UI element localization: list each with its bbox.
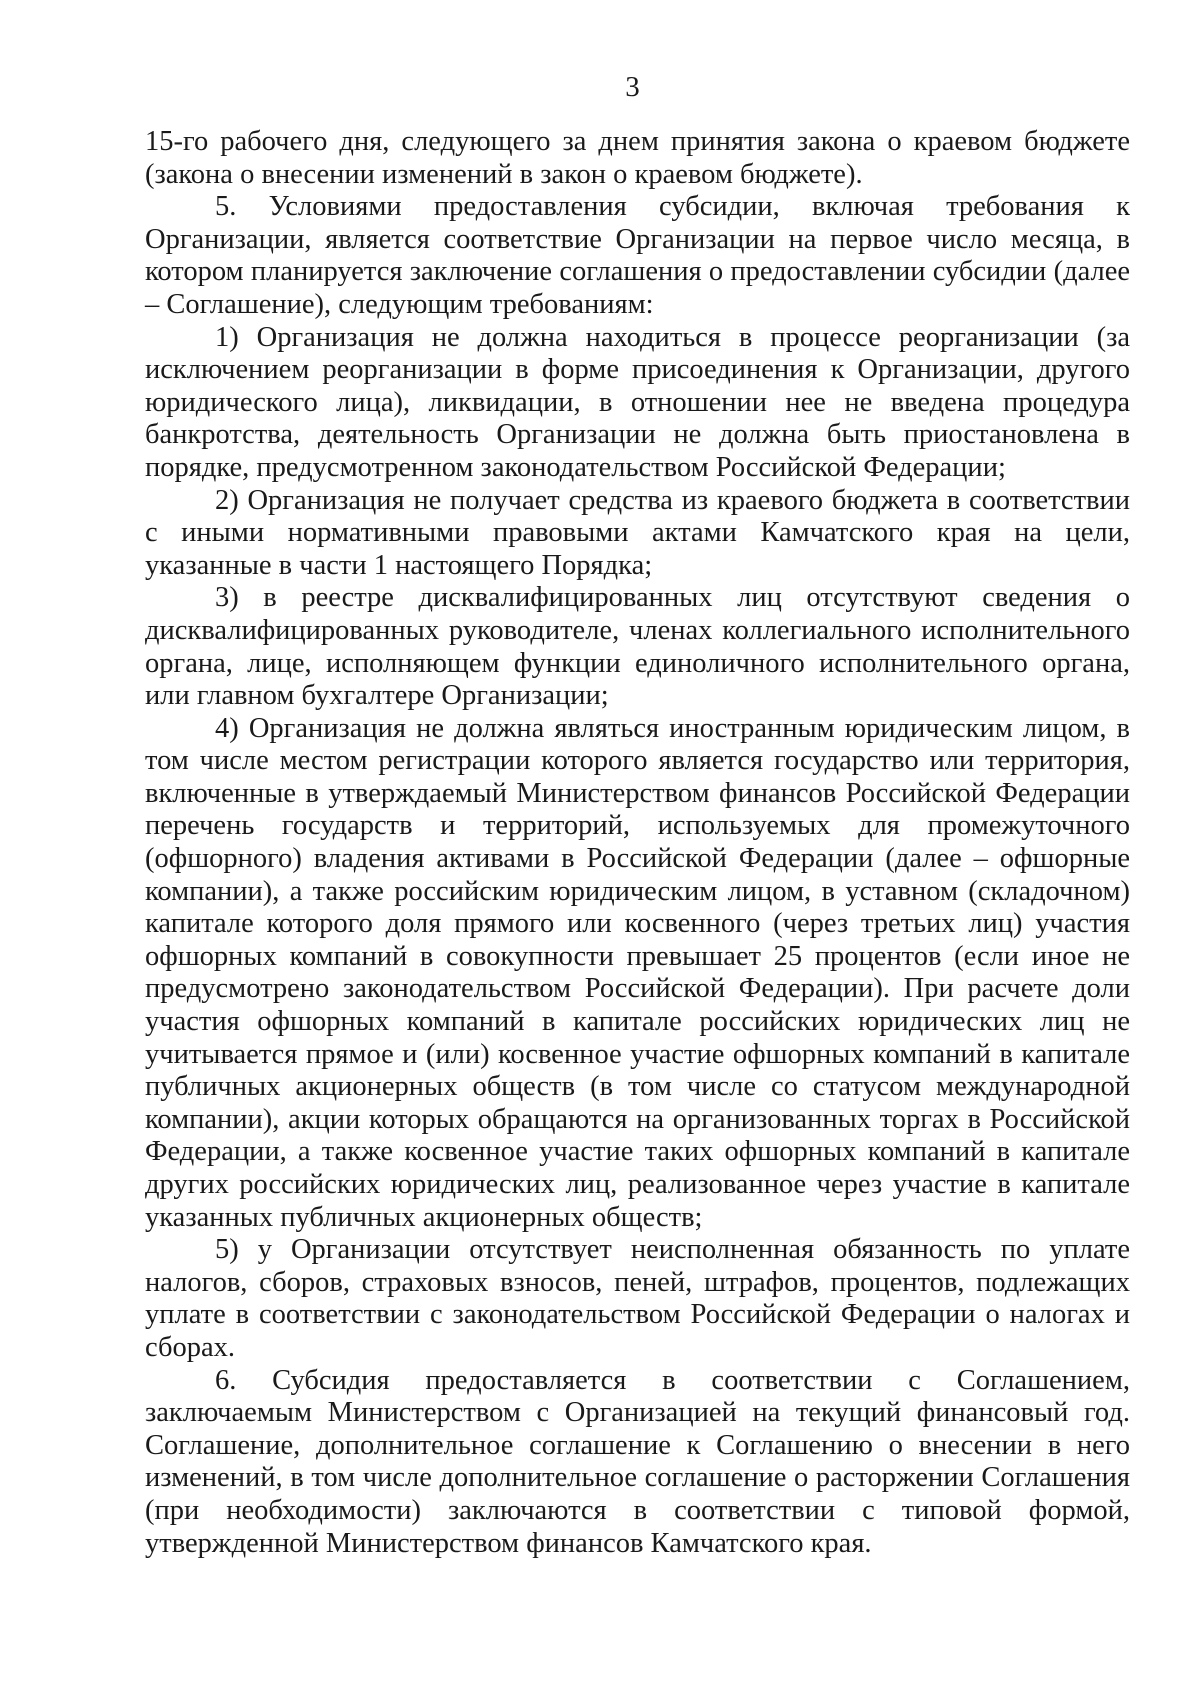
paragraph-clause-6: 6. Субсидия предоставляется в соответствии с Соглашением, заключаемым Министерством с Организацией на текущий финансовый год. Соглашение, дополнительное соглашение к Соглашению о внесении в него изменений, в том числе дополнительное соглашение о расторжении Соглашения (при необходимости) заключаются в соответствии с типовой формой, утвержденной Министерством финансов Камчатского края. [145,1364,1130,1559]
paragraph-item-5: 5) у Организации отсутствует неисполненная обязанность по уплате налогов, сборов, страховых взносов, пеней, штрафов, процентов, подлежащих уплате в соответствии с законодательством Российской Федерации о налогах и сборах. [145,1234,1130,1363]
paragraph-item-4: 4) Организация не должна являться иностранным юридическим лицом, в том числе местом регистрации которого является государство или территория, включенные в утверждаемый Министерством финансов Российской Федерации перечень государств и территорий, используемых для промежуточного (офшорного) владения активами в Российской Федерации (далее – офшорные компании), а также российским юридическим лицом, в уставном (складочном) капитале которого доля прямого или косвенного (через третьих лиц) участия офшорных компаний в совокупности превышает 25 процентов (если иное не предусмотрено законодательством Российской Федерации). При расчете доли участия офшорных компаний в капитале российских юридических лиц не учитывается прямое и (или) косвенное участие офшорных компаний в капитале публичных акционерных обществ (в том числе со статусом международной компании), акции которых обращаются на организованных торгах в Российской Федерации, а также косвенное участие таких офшорных компаний в капитале других российских юридических лиц, реализованное через участие в капитале указанных публичных акционерных обществ; [145,712,1130,1233]
paragraph-continuation: 15-го рабочего дня, следующего за днем принятия закона о краевом бюджете (закона о внесении изменений в закон о краевом бюджете). [145,126,1130,190]
paragraph-clause-5: 5. Условиями предоставления субсидии, включая требования к Организации, является соответствие Организации на первое число месяца, в котором планируется заключение соглашения о предоставлении субсидии (далее – Соглашение), следующим требованиям: [145,191,1130,320]
page-number: 3 [625,71,640,103]
paragraph-item-3: 3) в реестре дисквалифицированных лиц отсутствуют сведения о дисквалифицированных руководителе, членах коллегиального исполнительного органа, лице, исполняющем функции единоличного исполнительного органа, или главном бухгалтере Организации; [145,582,1130,712]
paragraph-item-2: 2) Организация не получает средства из краевого бюджета в соответствии с иными нормативными правовыми актами Камчатского края на цели, указанные в части 1 настоящего Порядка; [145,484,1130,581]
paragraph-item-1: 1) Организация не должна находиться в процессе реорганизации (за исключением реорганизации в форме присоединения к Организации, другого юридического лица), ликвидации, в отношении нее не введена процедура банкротства, деятельность Организации не должна быть приостановлена в порядке, предусмотренном законодательством Российской Федерации; [145,321,1130,483]
document-body [145,126,1130,1560]
